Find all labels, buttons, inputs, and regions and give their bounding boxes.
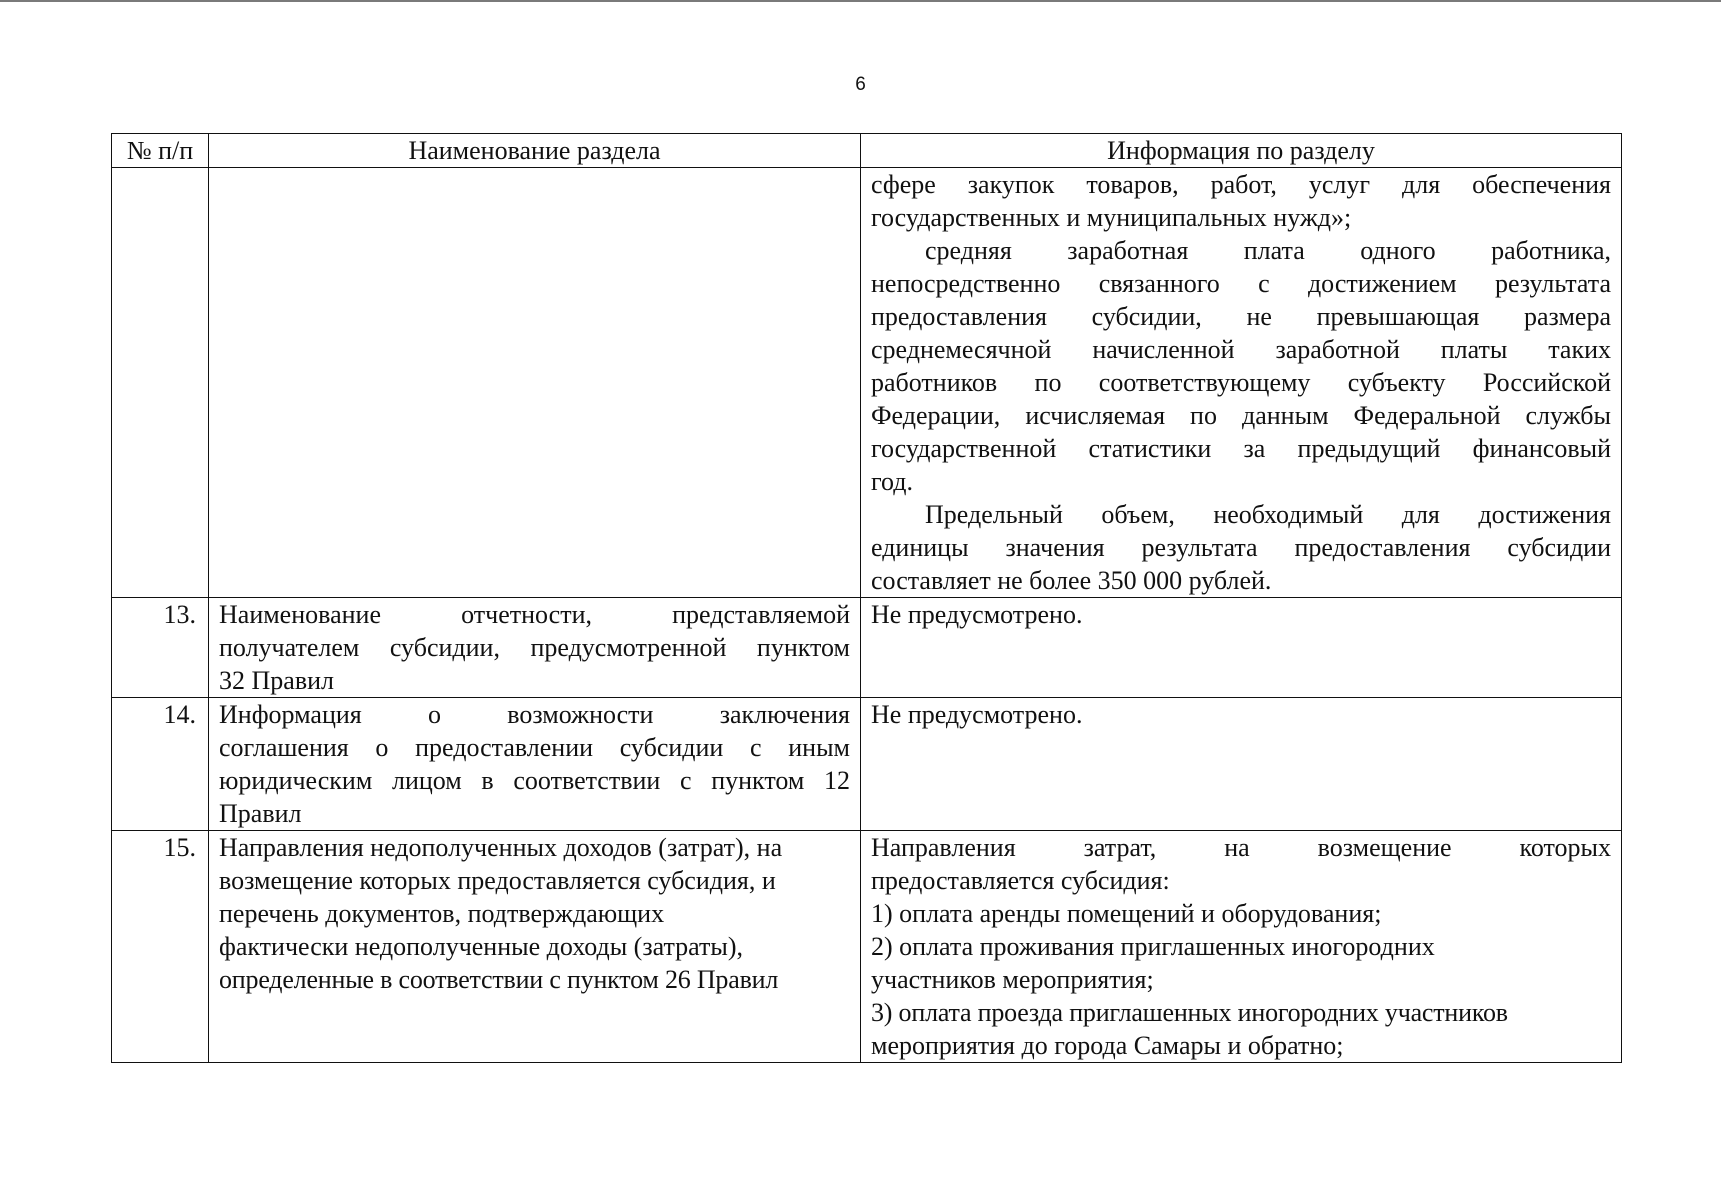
info-line: непосредственно связанного с достижением результата (871, 269, 1611, 298)
info-line: участников мероприятия; (871, 965, 1154, 994)
info-line: государственных и муниципальных нужд»; (871, 203, 1352, 232)
info-line: 1) оплата аренды помещений и оборудования; (871, 899, 1382, 928)
page-top-edge (0, 0, 1721, 2)
info-line: Федерации, исчисляемая по данным Федеральной службы (871, 401, 1611, 430)
info-line: предоставляется субсидия: (871, 866, 1170, 895)
name-line: получателем субсидии, предусмотренной пунктом (219, 633, 850, 662)
info-line: единицы значения результата предоставления субсидии (871, 533, 1611, 562)
cell-section-info (861, 598, 1622, 698)
cell-section-name (209, 698, 861, 831)
cell-num: 13. (112, 598, 209, 698)
name-line: юридическим лицом в соответствии с пунктом 12 (219, 766, 850, 795)
name-line: Информация о возможности заключения (219, 700, 850, 729)
info-line: сфере закупок товаров, работ, услуг для обеспечения (871, 170, 1611, 199)
table-row-13 (112, 598, 1622, 698)
page-number: 6 (855, 74, 866, 95)
info-line: предоставления субсидии, не превышающая размера (871, 302, 1611, 331)
table-row-continuation (112, 168, 1622, 598)
table-body (112, 168, 1622, 1063)
name-line: возмещение которых предоставляется субсидия, и (219, 866, 776, 895)
cell-info-continuation (861, 168, 1622, 598)
cell-num: 14. (112, 698, 209, 831)
cell-num-empty (112, 168, 209, 598)
header-section-name: Наименование раздела (209, 134, 861, 168)
name-line: Правил (219, 799, 302, 828)
info-line: составляет не более 350 000 рублей. (871, 566, 1272, 595)
name-line: соглашения о предоставлении субсидии с иным (219, 733, 850, 762)
info-line: Направления затрат, на возмещение которых (871, 833, 1611, 862)
sections-table (111, 133, 1622, 1063)
name-line: Направления недополученных доходов (затрат), на (219, 833, 783, 862)
info-line: средняя заработная плата одного работника, (925, 236, 1611, 265)
table-row-15 (112, 831, 1622, 1063)
name-line: фактически недополученные доходы (затраты), (219, 932, 744, 961)
info-line: Предельный объем, необходимый для достижения (925, 500, 1611, 529)
info-line: 3) оплата проезда приглашенных иногородних участников (871, 998, 1508, 1027)
info-line: среднемесячной начисленной заработной платы таких (871, 335, 1611, 364)
cell-section-info (861, 831, 1622, 1063)
info-line: 2) оплата проживания приглашенных иногородних (871, 932, 1435, 961)
info-line: мероприятия до города Самары и обратно; (871, 1031, 1344, 1060)
name-line: Наименование отчетности, представляемой (219, 600, 850, 629)
info-line: государственной статистики за предыдущий финансовый (871, 434, 1611, 463)
cell-section-name (209, 831, 861, 1063)
cell-section-name (209, 598, 861, 698)
info-line: Не предусмотрено. (871, 600, 1083, 629)
name-line: перечень документов, подтверждающих (219, 899, 665, 928)
name-line: определенные в соответствии с пунктом 26 Правил (219, 965, 779, 994)
info-line: Не предусмотрено. (871, 700, 1083, 729)
cell-name-empty (209, 168, 861, 598)
cell-num: 15. (112, 831, 209, 1063)
header-num: № п/п (112, 134, 209, 168)
table-header (112, 134, 1622, 168)
cell-section-info (861, 698, 1622, 831)
table-header-row (112, 134, 1622, 168)
info-line: год. (871, 467, 913, 496)
table-row-14 (112, 698, 1622, 831)
header-section-info: Информация по разделу (861, 134, 1622, 168)
name-line: 32 Правил (219, 666, 334, 695)
info-line: работников по соответствующему субъекту Российской (871, 368, 1611, 397)
